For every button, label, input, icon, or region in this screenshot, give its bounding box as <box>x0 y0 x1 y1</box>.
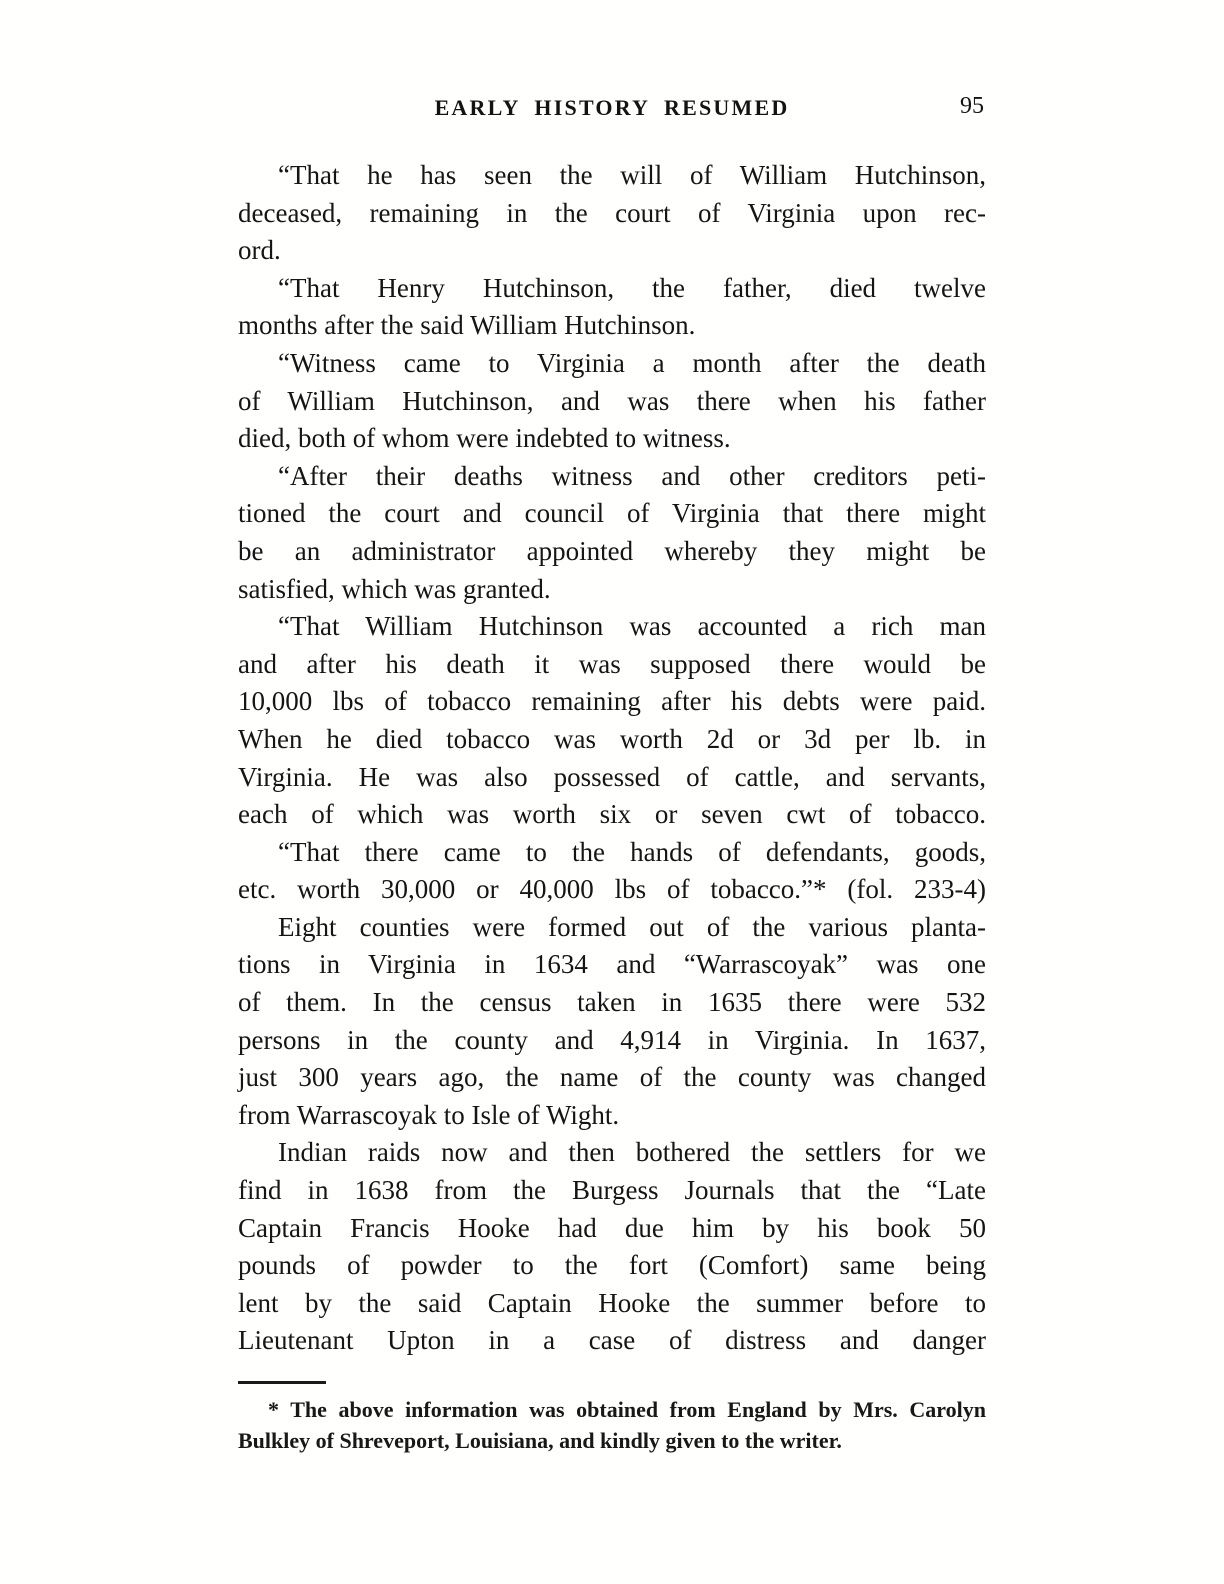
paragraph <box>238 909 986 1135</box>
paragraph <box>238 157 986 270</box>
paragraph <box>238 270 986 345</box>
text-line: “That William Hutchinson was accounted a rich man <box>278 611 986 642</box>
running-header <box>238 95 986 121</box>
text-line: pounds of powder to the fort (Comfort) same being <box>238 1250 986 1281</box>
text-line: “Witness came to Virginia a month after the death <box>278 347 986 378</box>
paragraph <box>238 1134 986 1360</box>
footnote <box>238 1394 986 1456</box>
text-line: find in 1638 from the Burgess Journals that the “Late <box>238 1175 986 1206</box>
text-line: of them. In the census taken in 1635 there were 532 <box>238 987 986 1018</box>
footnote-divider <box>238 1381 326 1384</box>
text-line: “That Henry Hutchinson, the father, died twelve <box>278 272 986 303</box>
text-line: Lieutenant Upton in a case of distress and danger <box>238 1325 986 1356</box>
paragraph <box>238 608 986 834</box>
text-line: from Warrascoyak to Isle of Wight. <box>238 1099 620 1130</box>
paragraph <box>238 458 986 608</box>
text-line: months after the said William Hutchinson. <box>238 310 696 341</box>
paragraph <box>238 834 986 909</box>
text-line: When he died tobacco was worth 2d or 3d per lb. in <box>238 723 986 754</box>
page-title: EARLY HISTORY RESUMED <box>434 95 790 120</box>
text-line: Eight counties were formed out of the various planta- <box>278 911 986 942</box>
text-line: and after his death it was supposed there would be <box>238 648 986 679</box>
text-line: tions in Virginia in 1634 and “Warrascoyak” was one <box>238 949 986 980</box>
text-line: lent by the said Captain Hooke the summer before to <box>238 1287 986 1318</box>
page-number: 95 <box>960 93 984 119</box>
text-line: Indian raids now and then bothered the settlers for we <box>278 1137 986 1168</box>
text-line: persons in the county and 4,914 in Virginia. In 1637, <box>238 1024 986 1055</box>
text-line: “That he has seen the will of William Hutchinson, <box>278 160 986 190</box>
text-line: just 300 years ago, the name of the county was changed <box>238 1062 986 1093</box>
text-line: each of which was worth six or seven cwt of tobacco. <box>238 799 986 830</box>
text-line: Virginia. He was also possessed of cattle, and servants, <box>238 761 986 792</box>
text-line: 10,000 lbs of tobacco remaining after his debts were paid. <box>238 686 986 717</box>
footnote-line: * The above information was obtained from England by Mrs. Carolyn <box>268 1397 986 1422</box>
text-line: of William Hutchinson, and was there when his father <box>238 385 986 416</box>
text-line: tioned the court and council of Virginia that there might <box>238 498 986 529</box>
paragraph <box>238 345 986 458</box>
text-line: “That there came to the hands of defendants, goods, <box>278 836 986 867</box>
footnote-line: Bulkley of Shreveport, Louisiana, and kindly given to the writer. <box>238 1428 842 1453</box>
text-line: deceased, remaining in the court of Virginia upon rec- <box>238 197 986 228</box>
text-line: satisfied, which was granted. <box>238 573 551 604</box>
text-line: ord. <box>238 235 281 266</box>
text-line: etc. worth 30,000 or 40,000 lbs of tobacco.”* (fol. 233-4) <box>238 874 986 905</box>
body-text <box>238 157 986 1360</box>
text-line: died, both of whom were indebted to witness. <box>238 423 731 454</box>
text-line: be an administrator appointed whereby they might be <box>238 535 986 566</box>
text-line: Captain Francis Hooke had due him by his book 50 <box>238 1212 986 1243</box>
text-line: “After their deaths witness and other creditors peti- <box>278 460 986 491</box>
